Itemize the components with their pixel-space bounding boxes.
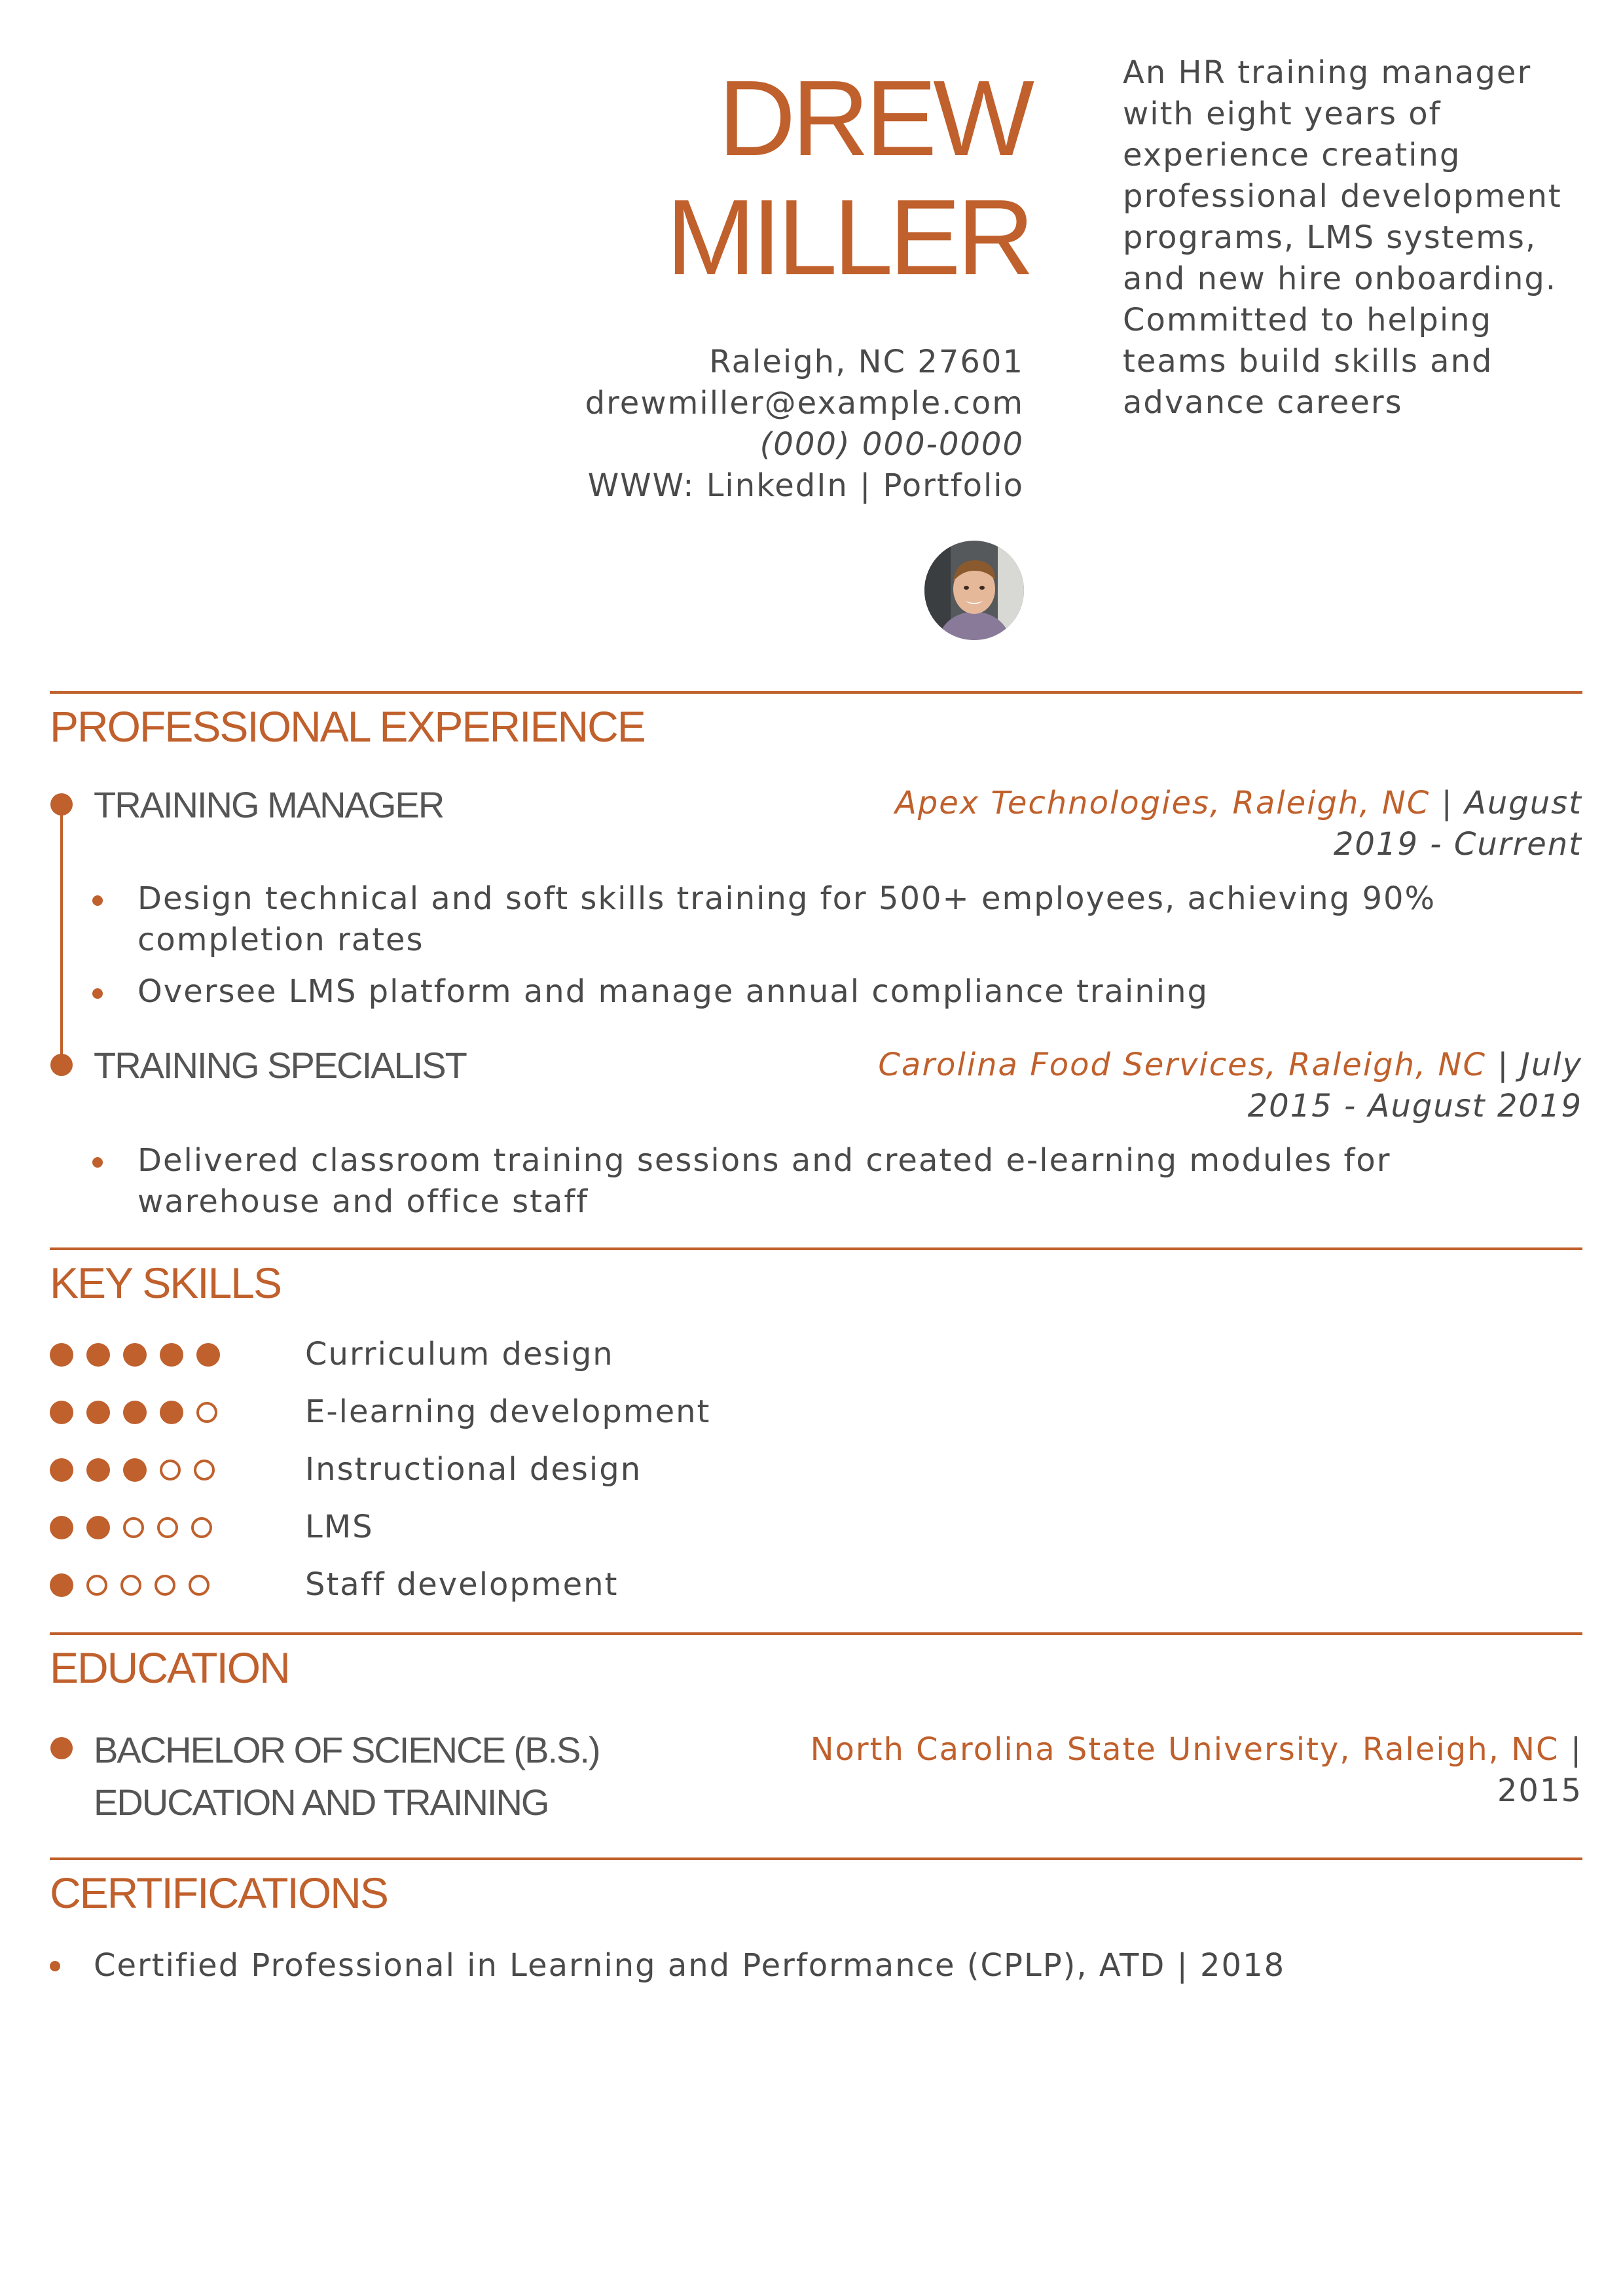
skill-dot-empty-icon	[120, 1575, 141, 1596]
skill-rating	[50, 1401, 217, 1424]
section-title-skills: KEY SKILLS	[50, 1259, 282, 1307]
skill-dot-filled-icon	[123, 1458, 147, 1482]
skill-name: Staff development	[305, 1566, 619, 1603]
education-meta	[797, 1729, 1582, 1812]
avatar	[924, 541, 1024, 640]
list-item: Design technical and soft skills training for 500+ employees, achieving 90% completion rates	[137, 880, 1436, 958]
first-name: DREW	[718, 58, 1030, 178]
list-item: Oversee LMS platform and manage annual compliance training	[137, 973, 1209, 1010]
skill-dot-filled-icon	[50, 1458, 73, 1482]
skill-dot-empty-icon	[196, 1402, 217, 1423]
degree-line-2: EDUCATION AND TRAINING	[94, 1782, 549, 1823]
job-organization: Carolina Food Services, Raleigh, NC	[878, 1047, 1486, 1083]
skill-dot-empty-icon	[191, 1517, 212, 1538]
skill-name: E-learning development	[305, 1393, 711, 1430]
bullet-icon	[92, 988, 103, 999]
summary: An HR training manager with eight years of experience creating professional development programs, LMS systems, and new hire onboarding. Committed to helping teams build skills and advance careers	[1123, 54, 1562, 421]
skill-dot-filled-icon	[50, 1516, 73, 1539]
job-title: TRAINING SPECIALIST	[94, 1045, 466, 1086]
job-organization: Apex Technologies, Raleigh, NC	[894, 785, 1431, 821]
skill-dot-filled-icon	[123, 1343, 147, 1367]
degree-line-1: BACHELOR OF SCIENCE (B.S.)	[94, 1729, 600, 1770]
degree	[94, 1724, 600, 1829]
skill-dot-filled-icon	[86, 1343, 110, 1367]
school-name: North Carolina State University, Raleigh, NC	[810, 1731, 1559, 1768]
last-name: MILLER	[666, 177, 1030, 297]
certification-item: Certified Professional in Learning and Performance (CPLP), ATD | 2018	[94, 1947, 1286, 1984]
section-divider	[50, 1247, 1582, 1250]
bullet-icon	[50, 1961, 60, 1971]
email-link[interactable]: drewmiller@example.com	[585, 385, 1024, 422]
candidate-name	[666, 59, 1030, 297]
job-meta	[862, 783, 1582, 865]
section-divider	[50, 1857, 1582, 1860]
skill-dot-filled-icon	[86, 1401, 110, 1424]
skill-dot-empty-icon	[157, 1517, 178, 1538]
skill-dot-filled-icon	[86, 1516, 110, 1539]
phone-number: (000) 000-0000	[759, 426, 1024, 463]
section-title-education: EDUCATION	[50, 1643, 289, 1692]
section-title-certifications: CERTIFICATIONS	[50, 1869, 388, 1917]
skill-dot-empty-icon	[194, 1460, 215, 1480]
avatar-photo	[924, 541, 1024, 640]
skill-dot-filled-icon	[50, 1343, 73, 1367]
timeline-dot	[50, 793, 73, 816]
section-divider	[50, 691, 1582, 694]
skill-rating	[50, 1516, 212, 1539]
skill-rating	[50, 1573, 210, 1597]
skill-dot-empty-icon	[160, 1460, 181, 1480]
skill-dot-filled-icon	[160, 1401, 183, 1424]
job-meta	[862, 1045, 1582, 1127]
skill-dot-filled-icon	[196, 1343, 220, 1367]
skill-name: Curriculum design	[305, 1336, 614, 1372]
job-dates: | August 2019 - Current	[1333, 785, 1582, 863]
skill-dot-filled-icon	[160, 1343, 183, 1367]
skill-dot-filled-icon	[50, 1401, 73, 1424]
job-dates: | July 2015 - August 2019	[1247, 1047, 1582, 1124]
timeline-line	[60, 804, 63, 1064]
skill-dot-filled-icon	[123, 1401, 147, 1424]
skill-dot-empty-icon	[86, 1575, 107, 1596]
section-divider	[50, 1632, 1582, 1635]
bullet-icon	[92, 895, 103, 906]
skill-dot-filled-icon	[86, 1458, 110, 1482]
contact-block	[585, 342, 1024, 507]
web-links[interactable]: WWW: LinkedIn | Portfolio	[587, 467, 1024, 504]
skill-rating	[50, 1458, 215, 1482]
skill-rating	[50, 1343, 220, 1367]
section-title-experience: PROFESSIONAL EXPERIENCE	[50, 702, 645, 751]
skill-dot-filled-icon	[50, 1573, 73, 1597]
skill-name: LMS	[305, 1509, 374, 1545]
skill-dot-empty-icon	[123, 1517, 144, 1538]
skill-dot-empty-icon	[189, 1575, 210, 1596]
address: Raleigh, NC 27601	[709, 344, 1024, 380]
bullet-icon	[92, 1157, 103, 1168]
timeline-dot	[50, 1737, 73, 1759]
list-item: Delivered classroom training sessions and created e-learning modules for warehouse and office staff	[137, 1142, 1391, 1220]
graduation-year: | 2015	[1497, 1731, 1582, 1809]
skill-dot-empty-icon	[155, 1575, 175, 1596]
timeline-dot	[50, 1054, 73, 1076]
skill-name: Instructional design	[305, 1451, 642, 1488]
job-title: TRAINING MANAGER	[94, 784, 444, 825]
